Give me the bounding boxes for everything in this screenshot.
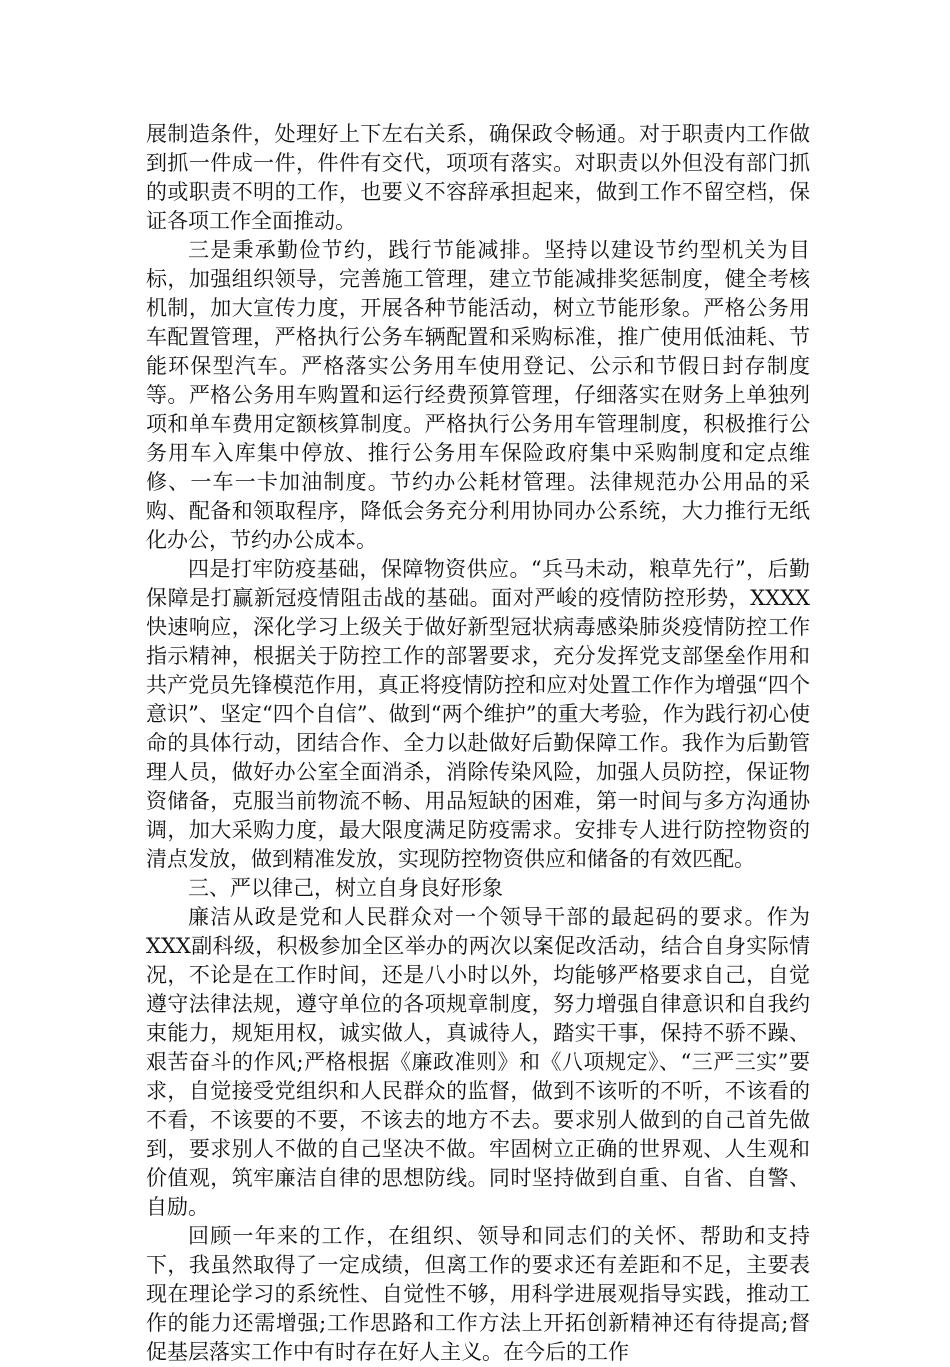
paragraph-5: 回顾一年来的工作，在组织、领导和同志们的关怀、帮助和支持下，我虽然取得了一定成绩，但离工作的要求还有差距和不足，主要表现在理论学习的系统性、自觉性不够，用科学进展观指导实践，推动工作的能力还需增强;工作思路和工作方法上开拓创新精神还有待提高;督促基层落实工作中有时存在好人主义。在今后的工作	[146, 1224, 810, 1364]
section-heading: 三、严以律己，树立自身良好形象	[188, 876, 503, 900]
paragraph-1: 展制造条件，处理好上下左右关系，确保政令畅通。对于职责内工作做到抓一件成一件，件件有交代，项项有落实。对职责以外但没有部门抓的或职责不明的工作，也要义不容辞承担起来，做到工作不留空档，保证各项工作全面推动。	[146, 122, 810, 233]
paragraph-2: 三是秉承勤俭节约，践行节能减排。坚持以建设节约型机关为目标，加强组织领导，完善施工管理，建立节能减排奖惩制度，健全考核机制，加大宣传力度，开展各种节能活动，树立节能形象。严格公务用车配置管理，严格执行公务车辆配置和采购标准，推广使用低油耗、节能环保型汽车。严格落实公务用车使用登记、公示和节假日封存制度等。严格公务用车购置和运行经费预算管理，仔细落实在财务上单独列项和单车费用定额核算制度。严格执行公务用车管理制度，积极推行公务用车入库集中停放、推行公务用车保险政府集中采购制度和定点维修、一车一卡加油制度。节约办公耗材管理。法律规范办公用品的采购、配备和领取程序，降低会务充分利用协同办公系统，大力推行无纸化办公，节约办公成本。	[146, 238, 810, 552]
document-body	[146, 120, 810, 1367]
paragraph-4: 廉洁从政是党和人民群众对一个领导干部的最起码的要求。作为XXX副科级，积极参加全区举办的两次以案促改活动，结合自身实际情况，不论是在工作时间，还是八小时以外，均能够严格要求自己，自觉遵守法律法规，遵守单位的各项规章制度，努力增强自律意识和自我约束能力，规矩用权，诚实做人，真诚待人，踏实干事，保持不骄不躁、艰苦奋斗的作风;严格根据《廉政准则》和《八项规定》、“三严三实”要求，自觉接受党组织和人民群众的监督，做到不该听的不听，不该看的不看，不该要的不要，不该去的地方不去。要求别人做到的自己首先做到，要求别人不做的自己坚决不做。牢固树立正确的世界观、人生观和价值观，筑牢廉洁自律的思想防线。同时坚持做到自重、自省、自警、自励。	[146, 905, 810, 1219]
paragraph-3: 四是打牢防疫基础，保障物资供应。“兵马未动，粮草先行”，后勤保障是打赢新冠疫情阻击战的基础。面对严峻的疫情防控形势，XXXX快速响应，深化学习上级关于做好新型冠状病毒感染肺炎疫情防控工作指示精神，根据关于防控工作的部署要求，充分发挥党支部堡垒作用和共产党员先锋模范作用，真正将疫情防控和应对处置工作作为增强“四个意识”、坚定“四个自信”、做到“两个维护”的重大考验，作为践行初心使命的具体行动，团结合作、全力以赴做好后勤保障工作。我作为后勤管理人员，做好办公室全面消杀，消除传染风险，加强人员防控，保证物资储备，克服当前物流不畅、用品短缺的困难，第一时间与多方沟通协调，加大采购力度，最大限度满足防疫需求。安排专人进行防控物资的清点发放，做到精准发放，实现防控物资供应和储备的有效匹配。	[146, 557, 810, 871]
